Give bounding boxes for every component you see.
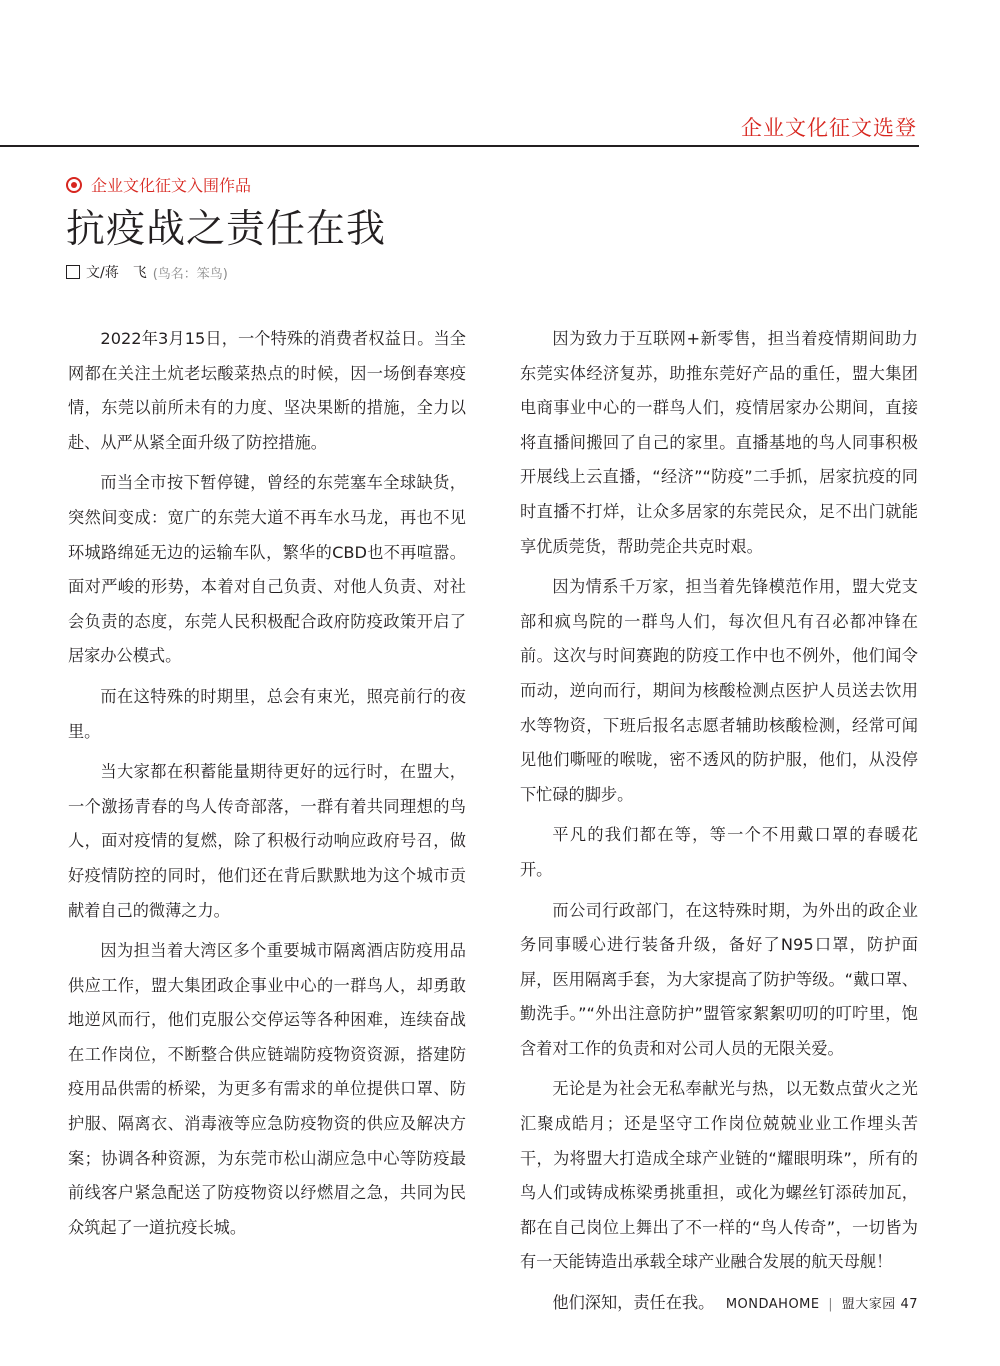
square-icon (66, 265, 80, 279)
section-title: 企业文化征文选登 (741, 116, 917, 140)
paragraph: 而在这特殊的时期里，总会有束光，照亮前行的夜里。 (68, 686, 466, 741)
article-column-left (68, 322, 466, 1251)
article-title: 抗疫战之责任在我 (66, 207, 387, 252)
paragraph: 因为担当着大湾区多个重要城市隔离酒店防疫用品供应工作，盟大集团政企事业中心的一群鸟人，却勇敢地逆风而行，他们克服公交停运等各种困难，连续奋战在工作岗位，不断整合供应链端防疫物资资源，搭建防疫用品供需的桥梁，为更多有需求的单位提供口罩、防护服、隔离衣、消毒液等应急防疫物资的供应及解决方案；协调各种资源，为东莞市松山湖应急中心等防疫最前线客户紧急配送了防疫物资以纾燃眉之急，共同为民众筑起了一道抗疫长城。 (68, 941, 466, 1237)
paragraph: 他们深知，责任在我。 (552, 1293, 715, 1313)
byline-note: (鸟名：笨鸟) (152, 266, 228, 282)
paragraph: 因为致力于互联网+新零售，担当着疫情期间助力东莞实体经济复苏，助推东莞好产品的重任，盟大集团电商事业中心的一群鸟人们，疫情居家办公期间，直接将直播间搬回了自己的家里。直播基地的鸟人同事积极开展线上云直播，“经济”“防疫”二手抓，居家抗疫的同时直播不打烊，让众多居家的东莞民众，足不出门就能享优质莞货，帮助莞企共克时艰。 (520, 329, 918, 556)
header-rule (0, 145, 919, 147)
paragraph: 2022年3月15日，一个特殊的消费者权益日。当全网都在关注土炕老坛酸菜热点的时候，因一场倒春寒疫情，东莞以前所未有的力度、坚决果断的措施，全力以赴、从严从紧全面升级了防控措施。 (68, 329, 466, 452)
paragraph: 当大家都在积蓄能量期待更好的远行时，在盟大，一个激扬青春的鸟人传奇部落，一群有着共同理想的鸟人，面对疫情的复燃，除了积极行动响应政府号召，做好疫情防控的同时，他们还在背后默默地为这个城市贡献着自己的微薄之力。 (68, 762, 466, 920)
footer-separator: | (828, 1297, 834, 1312)
paragraph: 而公司行政部门，在这特殊时期，为外出的政企业务同事暖心进行装备升级，备好了N95口罩，防护面屏，医用隔离手套，为大家提高了防护等级。“戴口罩、勤洗手。”“外出注意防护”盟管家絮絮叨叨的叮咛里，饱含着对工作的负责和对公司人员的无限关爱。 (520, 900, 918, 1058)
footer-brand: MONDAHOME (725, 1297, 820, 1312)
target-bullet-icon (66, 177, 82, 193)
paragraph: 平凡的我们都在等，等一个不用戴口罩的春暖花开。 (520, 825, 918, 879)
paragraph: 无论是为社会无私奉献光与热，以无数点萤火之光汇聚成皓月；还是坚守工作岗位兢兢业业工作埋头苦干，为将盟大打造成全球产业链的“耀眼明珠”，所有的鸟人们或铸成栋梁勇挑重担，或化为螺丝钉添砖加瓦，都在自己岗位上舞出了不一样的“鸟人传奇”，一切皆为有一天能铸造出承载全球产业融合发展的航天母舰！ (520, 1079, 918, 1272)
footer-publication: 盟大家园 (841, 1297, 896, 1312)
paragraph: 因为情系千万家，担当着先锋模范作用，盟大党支部和疯鸟院的一群鸟人们，每次但凡有召必都冲锋在前。这次与时间赛跑的防疫工作中也不例外，他们闻令而动，逆向而行，期间为核酸检测点医护人员送去饮用水等物资，下班后报名志愿者辅助核酸检测，经常可闻见他们嘶哑的喉咙，密不透风的防护服，他们，从没停下忙碌的脚步。 (520, 577, 918, 804)
article-column-right (520, 322, 918, 1327)
paragraph: 而当全市按下暂停键，曾经的东莞塞车全球缺货，突然间变成：宽广的东莞大道不再车水马龙，再也不见环城路绵延无边的运输车队，繁华的CBD也不再喧嚣。面对严峻的形势，本着对自己负责、对他人负责、对社会负责的态度，东莞人民积极配合政府防疫政策开启了居家办公模式。 (68, 473, 466, 666)
page-footer (726, 1293, 918, 1312)
eyebrow-label: 企业文化征文入围作品 (91, 176, 252, 195)
byline (66, 262, 228, 282)
page-number: 47 (900, 1297, 918, 1312)
byline-author: 文/蒋 飞 (86, 265, 147, 281)
eyebrow (66, 173, 251, 196)
